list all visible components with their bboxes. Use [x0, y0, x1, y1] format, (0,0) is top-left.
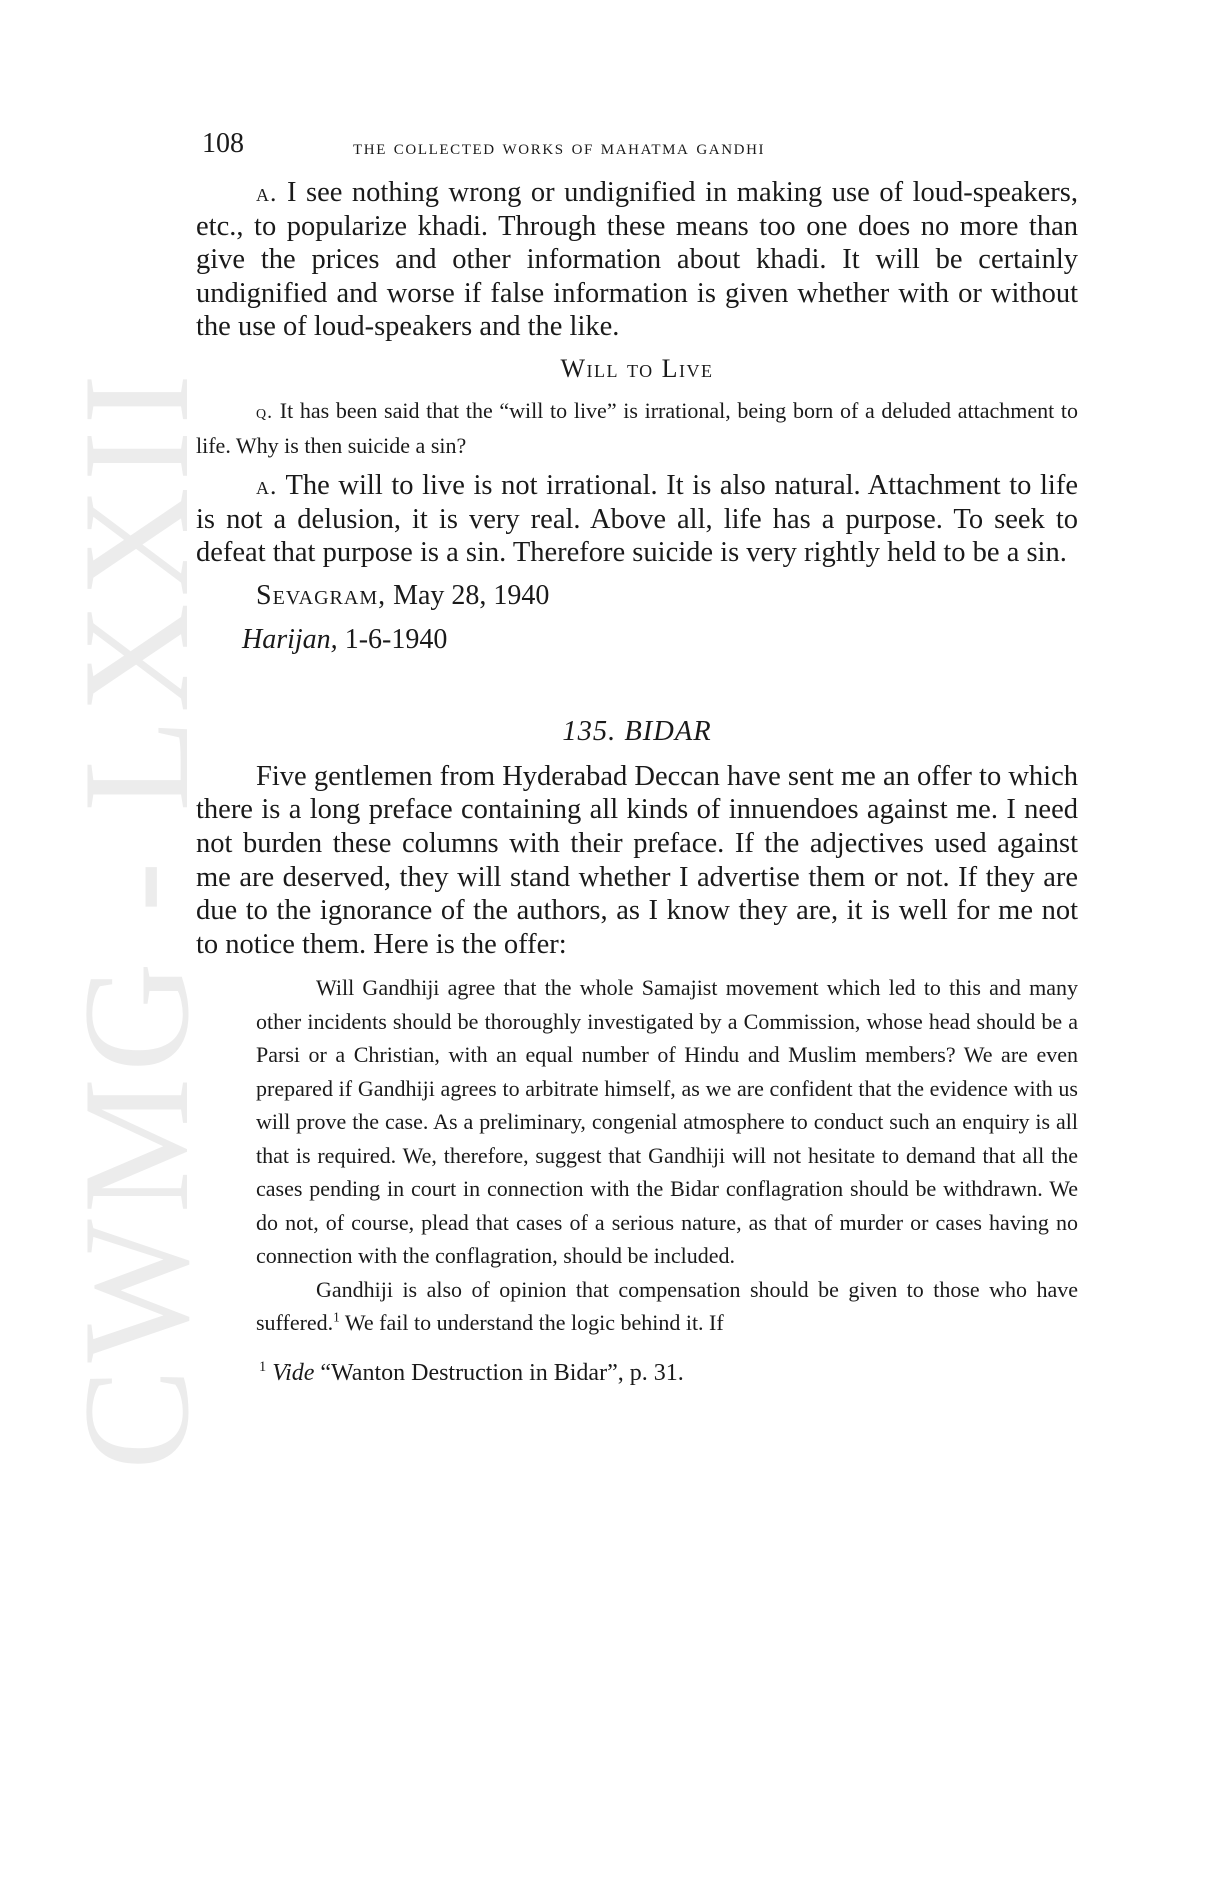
quoted-offer	[256, 971, 1078, 1340]
running-head: the collected works of mahatma gandhi	[353, 135, 766, 159]
footnote-vide: Vide	[272, 1359, 315, 1386]
quote-text: Gandhiji is also of opinion that compensation should be given to those who have suffered.	[256, 1276, 1078, 1336]
question-text: It has been said that the “will to live” is irrational, being born of a deluded attachment to life. Why is then suicide a sin?	[196, 397, 1079, 459]
source-date: 1-6-1940	[344, 623, 448, 655]
dateline	[256, 574, 1078, 618]
source-citation	[242, 618, 1078, 662]
page-header	[196, 128, 1078, 164]
question-marker: q.	[256, 400, 274, 423]
answer-marker: a.	[256, 470, 278, 500]
quote-paragraph-2	[256, 1273, 1078, 1340]
question-paragraph	[196, 394, 1078, 463]
footnote	[259, 1358, 1078, 1388]
footnote-text: “Wanton Destruction in Bidar”, p. 31.	[320, 1359, 684, 1386]
dateline-place: Sevagram,	[256, 579, 387, 611]
subheading: Will to Live	[560, 353, 714, 383]
page-number: 108	[202, 128, 244, 159]
quote-paragraph-1: Will Gandhiji agree that the whole Samajist movement which led to this and many other incidents should be thoroughly investigated by a Commission, whose head should be a Parsi or a Christian, with an equal number of Hindu and Muslim members? We are even prepared if Gandhiji agrees to arbitrate himself, as we are confident that the evidence with us will prove the case. As a preliminary, congenial atmosphere to conduct such an enquiry is all that is required. We, therefore, suggest that Gandhiji will not hesitate to demand that all the cases pending in court in connection with the Bidar conflagration should be withdrawn. We do not, of course, plead that cases of a serious nature, as that of murder or cases having no connection with the conflagration, should be included.	[256, 975, 1078, 1269]
answer-text: I see nothing wrong or undignified in making use of loud-speakers, etc., to popularize khadi. Through these means too one does no more than give the prices and other information about khadi. It will be certainly undignified and worse if false information is given whether with or without the use of loud-speakers and the like.	[196, 177, 1079, 343]
watermark: CWMG - LXXII	[52, 367, 220, 1470]
quote-text-continued: We fail to understand the logic behind it. If	[339, 1310, 724, 1336]
answer-text: The will to live is not irrational. It is also natural. Attachment to life is not a delusion, it is very real. Above all, life has a purpose. To seek to defeat that purpose is a sin. Therefore suicide is very rightly held to be a sin.	[196, 469, 1078, 569]
answer-paragraph-1	[196, 176, 1078, 344]
body-paragraph: Five gentlemen from Hyderabad Deccan have sent me an offer to which there is a long preface containing all kinds of innuendoes against me. I need not burden these columns with their preface. If the adjectives used against me are deserved, they will stand whether I advertise them or not. If they are due to the ignorance of the authors, as I know they are, it is well for me not to notice them. Here is the offer:	[196, 760, 1078, 960]
footnote-reference: 1	[333, 1309, 340, 1325]
footnote-number: 1	[259, 1358, 267, 1375]
page	[196, 128, 1078, 1388]
source-publication: Harijan,	[242, 623, 338, 655]
answer-marker: a.	[256, 178, 278, 207]
section-title: 135. BIDAR	[562, 715, 712, 747]
dateline-date: May 28, 1940	[393, 579, 550, 611]
answer-paragraph-2	[196, 469, 1078, 570]
